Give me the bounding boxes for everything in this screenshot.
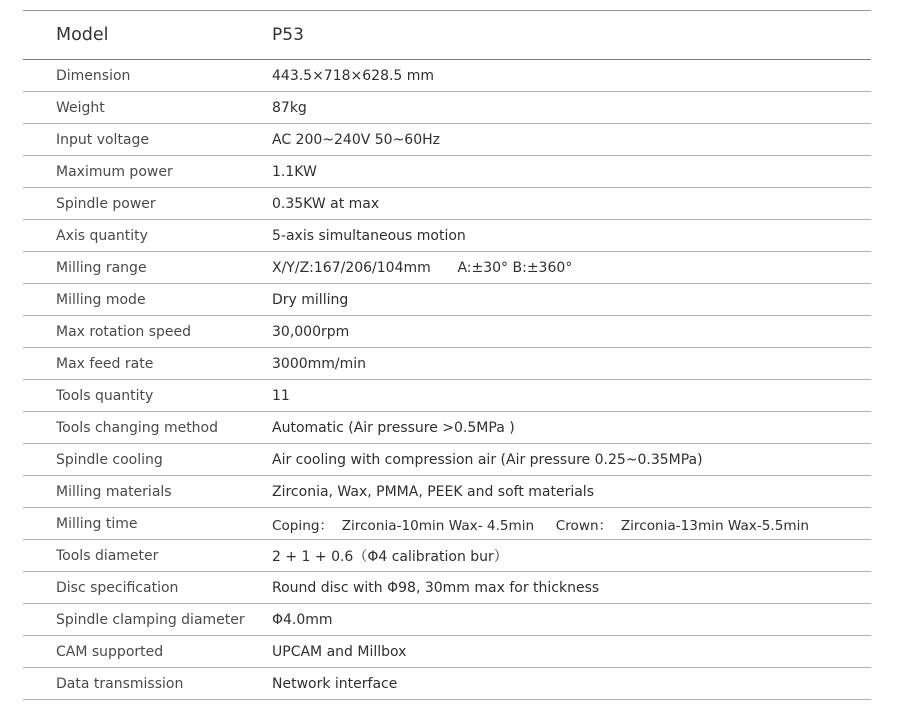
header-value: P53 <box>272 25 304 45</box>
row-value: 11 <box>272 387 290 404</box>
table-row <box>23 540 871 572</box>
table-row <box>23 668 871 700</box>
row-value: Automatic (Air pressure >0.5MPa ) <box>272 419 515 436</box>
row-value: 0.35KW at max <box>272 195 380 212</box>
row-value: Φ4.0mm <box>272 611 333 628</box>
row-value: 5-axis simultaneous motion <box>272 227 466 244</box>
table-row <box>23 412 871 444</box>
table-row <box>23 348 871 380</box>
row-label: Max rotation speed <box>56 323 192 340</box>
table-row <box>23 476 871 508</box>
row-value: AC 200~240V 50~60Hz <box>272 131 440 148</box>
row-label: Input voltage <box>56 131 150 148</box>
table-row <box>23 572 871 604</box>
row-label: Spindle power <box>56 195 156 212</box>
row-label: Tools quantity <box>56 387 154 404</box>
table-row <box>23 188 871 220</box>
row-value: 443.5×718×628.5 mm <box>272 67 435 84</box>
table-row <box>23 284 871 316</box>
row-label: Milling time <box>56 515 138 532</box>
row-label: Axis quantity <box>56 227 148 244</box>
spec-table <box>23 10 871 700</box>
row-label: Maximum power <box>56 163 173 180</box>
row-value: Coping： Zirconia-10min Wax- 4.5min Crown： Zirconia-13min Wax-5.5min <box>272 517 809 534</box>
table-row <box>23 252 871 284</box>
row-value: Zirconia, Wax, PMMA, PEEK and soft materials <box>272 483 594 500</box>
table-row <box>23 60 871 92</box>
row-value: X/Y/Z:167/206/104mm A:±30° B:±360° <box>272 259 573 276</box>
row-label: Spindle cooling <box>56 451 163 468</box>
table-row <box>23 124 871 156</box>
row-label: Weight <box>56 99 105 116</box>
row-label: Spindle clamping diameter <box>56 611 245 628</box>
row-value: Air cooling with compression air (Air pressure 0.25~0.35MPa) <box>272 451 703 468</box>
row-value: 2 + 1 + 0.6（Φ4 calibration bur） <box>272 548 508 565</box>
table-row <box>23 604 871 636</box>
row-value: 1.1KW <box>272 163 317 180</box>
table-row <box>23 92 871 124</box>
table-row <box>23 508 871 540</box>
row-label: Max feed rate <box>56 355 154 372</box>
row-label: Disc specification <box>56 579 179 596</box>
row-label: Milling range <box>56 259 147 276</box>
header-label: Model <box>56 25 109 45</box>
row-label: Milling materials <box>56 483 172 500</box>
row-label: Data transmission <box>56 675 184 692</box>
table-row <box>23 316 871 348</box>
table-row <box>23 636 871 668</box>
row-value: Round disc with Φ98, 30mm max for thickness <box>272 579 600 596</box>
row-label: Milling mode <box>56 291 146 308</box>
table-row <box>23 220 871 252</box>
row-value: Network interface <box>272 675 398 692</box>
row-label: Tools diameter <box>56 547 159 564</box>
row-value: 87kg <box>272 99 307 116</box>
table-header-row <box>23 11 871 60</box>
row-value: 30,000rpm <box>272 323 350 340</box>
row-value: Dry milling <box>272 291 349 308</box>
table-row <box>23 156 871 188</box>
table-row <box>23 380 871 412</box>
row-label: Dimension <box>56 67 131 84</box>
row-label: CAM supported <box>56 643 164 660</box>
row-value: 3000mm/min <box>272 355 367 372</box>
row-label: Tools changing method <box>56 419 219 436</box>
row-value: UPCAM and Millbox <box>272 643 407 660</box>
table-row <box>23 444 871 476</box>
